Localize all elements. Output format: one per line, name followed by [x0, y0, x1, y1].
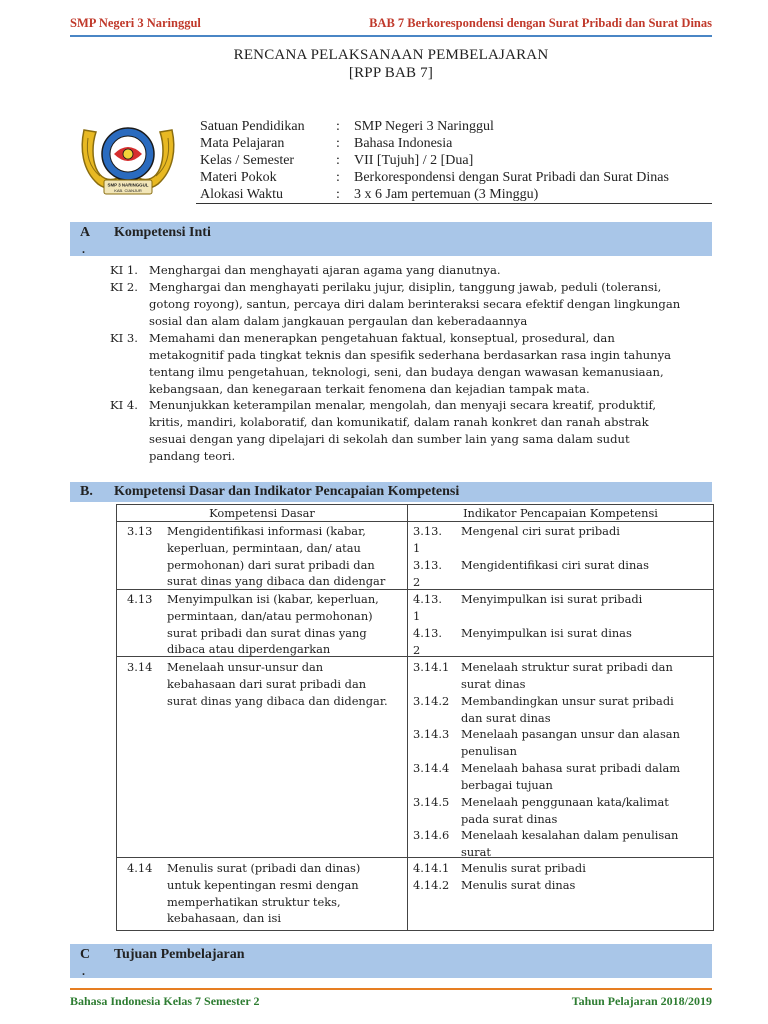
indicator-number: 3.14.5	[413, 795, 450, 809]
section-a-letter: A	[80, 225, 91, 240]
identity-label: Satuan Pendidikan	[200, 119, 305, 134]
section-a-bar	[70, 222, 712, 256]
indicator-text: Menelaah penggunaan kata/kalimat pada surat dinas	[461, 795, 669, 826]
indicator-number: 3.13. 1	[413, 524, 442, 555]
ki-line: kritis, mandiri, kolaboratif, dan komunikatif, dalam ranah konkret dan ranah abstrak	[149, 415, 649, 429]
indicator-number: 3.14.2	[413, 694, 450, 708]
ki-number: KI 1.	[110, 263, 138, 277]
ki-line: Memahami dan menerapkan pengetahuan faktual, konseptual, prosedural, dan	[149, 331, 615, 345]
indicator-number: 3.14.6	[413, 828, 450, 842]
ki-item	[110, 262, 706, 279]
footer-subject: Bahasa Indonesia Kelas 7 Semester 2	[70, 994, 260, 1008]
ki-line: sesuai dengan yang dipelajari di sekolah dan sumber lain yang sama dalam sudut	[149, 432, 630, 446]
kd-number: 4.14	[127, 861, 153, 875]
title-main: RENCANA PELAKSANAAN PEMBELAJARAN	[233, 47, 549, 63]
ki-line: Menghargai dan menghayati perilaku jujur, disiplin, tanggung jawab, peduli (toleransi,	[149, 280, 662, 294]
title-sub: [RPP BAB 7]	[348, 65, 434, 81]
kd-line: Menyimpulkan isi (kabar, keperluan,	[167, 592, 379, 606]
kd-indicator-table	[116, 504, 714, 931]
ki-line: metakognitif pada tingkat teknis dan spesifik sederhana berdasarkan rasa ingin tahunya	[149, 348, 672, 362]
header-chapter: BAB 7 Berkorespondensi dengan Surat Pribadi dan Surat Dinas	[369, 16, 712, 30]
ki-line: pandang teori.	[149, 449, 236, 463]
indicator-text: Menelaah pasangan unsur dan alasan penulisan	[461, 727, 680, 758]
kd-text	[167, 659, 399, 709]
table-header-ipk: Indikator Pencapaian Kompetensi	[463, 506, 658, 520]
ki-text	[149, 262, 706, 279]
document-title	[70, 46, 712, 82]
indicator-item	[413, 659, 707, 693]
page-header	[70, 14, 712, 34]
table-header-kd: Kompetensi Dasar	[209, 506, 315, 520]
section-a-dot: .	[82, 242, 85, 256]
kd-line: surat dinas yang dibaca dan didengar.	[167, 693, 388, 708]
kd-text	[167, 523, 399, 590]
kd-line: dibaca atau diperdengarkan	[167, 642, 331, 657]
indicator-text: Mengidentifikasi ciri surat dinas	[461, 558, 649, 572]
footer-rule	[70, 988, 712, 990]
indicator-item	[413, 794, 707, 828]
ki-line: gotong royong), santun, percaya diri dalam berinteraksi secara efektif dengan lingkungan	[149, 297, 681, 311]
ki-item	[110, 279, 706, 330]
identity-label: Kelas / Semester	[200, 153, 295, 168]
footer-year: Tahun Pelajaran 2018/2019	[571, 994, 712, 1008]
ki-text	[149, 397, 706, 465]
indicator-number: 3.14.3	[413, 727, 450, 741]
kd-line: memperhatikan struktur teks,	[167, 894, 341, 909]
identity-label: Materi Pokok	[200, 170, 277, 185]
ki-number: KI 4.	[110, 398, 138, 412]
indicator-item	[413, 827, 707, 861]
logo-top-text: SMP 3 NARINGGUL	[107, 182, 149, 188]
section-c-title: Tujuan Pembelajaran	[114, 947, 245, 962]
kd-text	[167, 591, 399, 658]
section-c-letter: C	[80, 947, 91, 962]
table-row	[127, 591, 399, 657]
kd-line: surat dinas yang dibaca dan didengar	[167, 574, 386, 589]
ki-text	[149, 279, 706, 330]
ki-item	[110, 397, 706, 465]
header-rule	[70, 35, 712, 37]
identity-label: Mata Pelajaran	[200, 136, 285, 151]
indicator-item	[413, 557, 707, 590]
indicator-item	[413, 760, 707, 794]
table-row	[127, 523, 399, 589]
indicator-item	[413, 877, 707, 894]
indicator-text: Menelaah kesalahan dalam penulisan surat	[461, 828, 679, 859]
kd-line: Mengidentifikasi informasi (kabar,	[167, 524, 366, 538]
indicator-number: 4.13. 2	[413, 626, 442, 657]
logo-bottom-text: KAB. CIANJUR	[114, 188, 142, 193]
kd-line: permohonan) dari surat pribadi dan	[167, 557, 375, 572]
section-a-title: Kompetensi Inti	[114, 225, 211, 240]
school-emblem-icon	[78, 118, 178, 200]
indicator-text: Menulis surat pribadi	[461, 861, 586, 875]
indicator-number: 3.14.4	[413, 761, 450, 775]
identity-value: Berkorespondensi dengan Surat Pribadi dan Surat Dinas	[354, 170, 669, 185]
kd-line: untuk kepentingan resmi dengan	[167, 877, 359, 892]
kd-number: 4.13	[127, 592, 153, 606]
indicator-item	[413, 726, 707, 760]
header-school: SMP Negeri 3 Naringgul	[70, 16, 201, 30]
ki-line: sosial dan alam dalam jangkauan pergaulan dan keberadaannya	[149, 314, 528, 328]
indicator-text: Menyimpulkan isi surat pribadi	[461, 592, 643, 606]
indicator-item	[413, 625, 707, 658]
kd-line: kebahasaan, dan isi	[167, 911, 282, 926]
kd-number: 3.14	[127, 660, 153, 674]
kd-line: Menulis surat (pribadi dan dinas)	[167, 861, 361, 875]
ki-text	[149, 330, 706, 398]
indicator-text: Mengenal ciri surat pribadi	[461, 524, 620, 538]
indicator-item	[413, 591, 707, 624]
table-row	[127, 659, 399, 711]
indicator-item	[413, 693, 707, 727]
ki-number: KI 2.	[110, 280, 138, 294]
table-row	[127, 860, 399, 928]
section-b-bar	[70, 482, 712, 502]
kd-line: Menelaah unsur-unsur dan	[167, 660, 324, 674]
identity-sep: :	[336, 170, 340, 185]
kd-text	[167, 860, 399, 927]
indicator-text: Menulis surat dinas	[461, 878, 576, 892]
ki-number: KI 3.	[110, 331, 138, 345]
indicator-number: 3.14.1	[413, 660, 450, 674]
identity-value: SMP Negeri 3 Naringgul	[354, 119, 494, 134]
ki-line: Menunjukkan keterampilan menalar, mengolah, dan menyaji secara kreatif, produktif,	[149, 398, 657, 412]
identity-sep: :	[336, 119, 340, 134]
kd-number: 3.13	[127, 524, 153, 538]
ki-line: tentang ilmu pengetahuan, teknologi, seni, dan budaya dengan wawasan kemanusiaan,	[149, 365, 664, 379]
indicator-number: 4.14.1	[413, 861, 450, 875]
identity-sep: :	[336, 153, 340, 168]
section-c-dot: .	[82, 964, 85, 978]
school-logo	[78, 118, 178, 200]
indicator-item	[413, 523, 707, 556]
indicator-text: Membandingkan unsur surat pribadi dan surat dinas	[461, 694, 674, 725]
indicator-text: Menyimpulkan isi surat dinas	[461, 626, 632, 640]
ki-line: Menghargai dan menghayati ajaran agama yang dianutnya.	[149, 263, 501, 277]
kd-line: keperluan, permintaan, dan/ atau	[167, 540, 361, 555]
identity-label: Alokasi Waktu	[200, 187, 283, 202]
kd-line: permintaan, dan/atau permohonan)	[167, 608, 373, 623]
indicator-number: 4.13. 1	[413, 592, 442, 623]
kd-line: surat pribadi dan surat dinas yang	[167, 625, 367, 640]
section-c-bar	[70, 944, 712, 978]
section-b-letter: B.	[80, 484, 93, 499]
kd-line: kebahasaan dari surat pribadi dan	[167, 676, 367, 691]
identity-divider	[196, 203, 712, 204]
indicator-number: 3.13. 2	[413, 558, 442, 589]
indicator-number: 4.14.2	[413, 878, 450, 892]
ki-item	[110, 330, 706, 398]
identity-value: VII [Tujuh] / 2 [Dua]	[354, 153, 474, 168]
identity-value: Bahasa Indonesia	[354, 136, 453, 151]
indicator-text: Menelaah struktur surat pribadi dan surat dinas	[461, 660, 673, 691]
indicator-text: Menelaah bahasa surat pribadi dalam berbagai tujuan	[461, 761, 681, 792]
identity-sep: :	[336, 187, 340, 202]
ki-line: kebangsaan, dan kenegaraan terkait fenomena dan kejadian tampak mata.	[149, 382, 590, 396]
section-b-title: Kompetensi Dasar dan Indikator Pencapaian Kompetensi	[114, 484, 460, 499]
identity-sep: :	[336, 136, 340, 151]
identity-value: 3 x 6 Jam pertemuan (3 Minggu)	[354, 187, 539, 202]
indicator-item	[413, 860, 707, 877]
